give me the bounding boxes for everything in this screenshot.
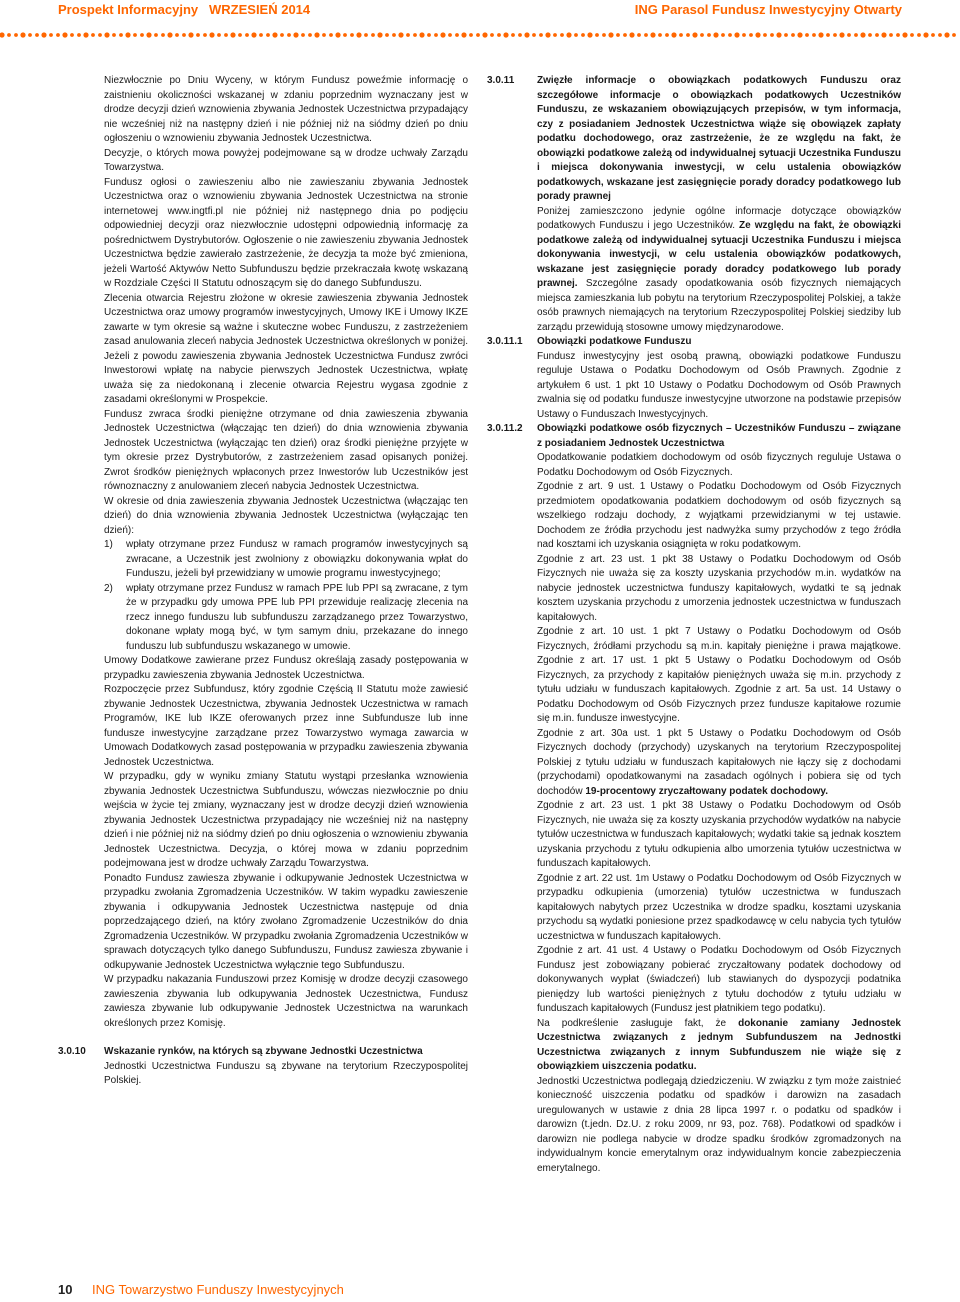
divider-dot [839, 32, 844, 37]
paragraph: Zlecenia otwarcia Rejestru złożone w okresie zawieszenia zbywania Jednostek Uczestnictwa oraz umowy programów inwestycyjnych, Umowy IKE i Umowy IKZE zawarte w tym okresie są ważne i skuteczne wobec Funduszu, z zastrzeżeniem zasad anulowania zleceń nabycia Jednostek Uczestnictwa określonych w poniżej. Jeżeli z powodu zawieszenia zbywania Jednostek Uczestnictwa Fundusz zwróci Inwestorowi wpłatę na nabycie pierwszych Jednostek Uczestnictwa, wpłatę uważa się za niedokonaną i zlecenie otwarcia Rejestru wygasa zgodnie z zasadami określonymi w Prospekcie. [104, 292, 468, 405]
divider-dot [923, 32, 928, 37]
divider-dot [62, 32, 67, 37]
divider-dot [7, 33, 11, 37]
divider-dot [0, 32, 5, 37]
divider-dot [385, 33, 389, 37]
divider-dot [20, 32, 25, 37]
divider-dot [482, 32, 487, 37]
paragraph: Decyzje, o których mowa powyżej podejmowane są w drodze uchwały Zarządu Towarzystwa. [104, 147, 468, 173]
paragraph: Niezwłocznie po Dniu Wyceny, w którym Fundusz poweźmie informację o zaistnieniu okoliczności wskazanej w zdaniu poprzednim wyznaczany jest w drodze decyzji dzień wznowienia zbywania Jednostek Uczestnictwa przypadający nie wcześniej niż na następny dzień i nie później niż na siódmy dzień po dniu ogłoszeniu o wznowieniu zbywania Jednostek Uczestnictwa. [104, 75, 468, 144]
paragraph: Ponadto Fundusz zawiesza zbywanie i odkupywanie Jednostek Uczestnictwa w przypadku zwołania Zgromadzenia Uczestników. W takim wypadku zawieszenie zbywania i odkupywania Jednostek Uczestnictwa następuje od dnia poprzedzającego dzień, na który zwołano Zgromadzenie Uczestników do dnia Zgromadzenia Uczestników. W przypadku zwołania Zgromadzenia Uczestników w sprawach dotyczących tylko danego Subfunduszu, Fundusz zawiesza zbywanie i odkupywanie Jednostek Uczestnictwa wyłącznie tego Subfunduszu. [104, 872, 468, 971]
section-3-0-10 [58, 1045, 468, 1089]
divider-dot [553, 33, 557, 37]
divider-dot [539, 33, 543, 37]
divider-dot [308, 33, 312, 37]
prospectus-date: WRZESIEŃ 2014 [209, 2, 311, 17]
paragraph: Fundusz zwraca środki pieniężne otrzymane od dnia zawieszenia zbywania Jednostek Uczestnictwa (włączając ten dzień) do dnia wznowienia zbywania Jednostek Uczestnictwa (wyłączając ten dzień) oraz środki pieniężne przyjęte w tym okresie przez Dystrybutorów, z zastrzeżeniem zasad opisanych poniżej. Zwrot środków pieniężnych wpłaconych przez Inwestorów lub Uczestników jest równoznaczny z anulowaniem zleceń nabycia Jednostek Uczestnictwa. [104, 408, 468, 492]
divider-dot [791, 33, 795, 37]
paragraph: W przypadku, gdy w wyniku zmiany Statutu wystąpi przesłanka wznowienia zbywania Jednostek Uczestnictwa Subfunduszu, wówczas niezwłocznie po dniu wejścia w życie tej zmiany, wyznaczany jest w drodze decyzji dzień wznowienia zbywania Jednostek Uczestnictwa przypadający nie wcześniej niż na następny dzień i nie później niż na siódmy dzień po dniu ogłoszenia o wznowieniu zbywania Jednostek Uczestnictwa. Decyzja, o której mowa w zdaniu poprzednim podejmowana jest w drodze uchwały Zarządu Towarzystwa. [104, 771, 468, 869]
divider-dot [314, 32, 319, 37]
text-run: Na podkreślenie zasługuje fakt, że [537, 1017, 739, 1029]
divider-dot [125, 32, 130, 37]
divider-dot [175, 33, 179, 37]
divider-dot [532, 33, 536, 37]
fund-name: ING Parasol Fundusz Inwestycyjny Otwarty [634, 2, 902, 17]
section-number: 3.0.11 [487, 75, 515, 86]
divider-dot [511, 33, 515, 37]
divider-dot [755, 32, 760, 37]
header-dot-divider [0, 28, 960, 42]
divider-dot [434, 33, 438, 37]
divider-dot [41, 32, 46, 37]
divider-dot [356, 32, 361, 37]
divider-dot [413, 33, 417, 37]
paragraph: W okresie od dnia zawieszenia zbywania Jednostek Uczestnictwa (włączając ten dzień) do dnia wznowienia zbywania Jednostek Uczestnictwa (wyłączając ten dzień): [104, 495, 468, 536]
divider-dot [251, 32, 256, 37]
divider-dot [91, 33, 95, 37]
divider-dot [860, 32, 865, 37]
divider-dot [196, 33, 200, 37]
bold-text: dokonanie zamiany Jednostek Uczestnictwa związanych z jednym Subfunduszem na Jednostki Uczestnictwa związanych z innym Subfunduszem nie wiąże się z obowiązkiem uiszczenia podatku. [537, 1017, 901, 1072]
paragraph [537, 727, 901, 800]
divider-dot [854, 33, 858, 37]
paragraph: Umowy Dodatkowe zawierane przez Fundusz określają zasady postępowania w przypadku zawieszenia zbywania Jednostek Uczestnictwa. [104, 655, 468, 681]
paragraph: Opodatkowanie podatkiem dochodowym od osób fizycznych reguluje Ustawa o Podatku Dochodowym od Osób Fizycznych. [537, 452, 901, 478]
bold-text: 19-procentowy zryczałtowany podatek dochodowy. [585, 785, 829, 797]
divider-dot [868, 33, 872, 37]
divider-dot [503, 32, 508, 37]
paragraph: Jednostki Uczestnictwa Funduszu są zbywane na terytorium Rzeczypospolitej Polskiej. [104, 1060, 468, 1086]
divider-dot [896, 33, 900, 37]
divider-dot [566, 32, 571, 37]
divider-dot [469, 33, 473, 37]
divider-dot [623, 33, 627, 37]
list-number: 1) [104, 539, 113, 550]
paragraph: Zgodnie z art. 22 ust. 1m Ustawy o Podatku Dochodowym od Osób Fizycznych w przypadku odkupienia (umorzenia) tytułów uczestnictwa w funduszach kapitałowych nabytych przez Uczestnika w drodze spadku, kosztami uzyskania przychodu są wydatki poniesione przez spadkodawcę w celu nabycia tych tytułów uczestnictwa w funduszach kapitałowych. [537, 872, 901, 942]
divider-dot [608, 32, 613, 37]
divider-dot [56, 33, 60, 37]
divider-dot [182, 33, 186, 37]
paragraph: Fundusz ogłosi o zawieszeniu albo nie zawieszaniu zbywania Jednostek Uczestnictwa oraz o wznowieniu zbywania Jednostek Uczestnictwa na stronie internetowej www.ingtfi.pl nie później niż następnego dnia po podjęciu odpowiedniej decyzji oraz niezwłocznie udostępni odpowiednią informację za pośrednictwem Dystrybutorów. Ogłoszenie o nie zawieszeniu zbywania Jednostek Uczestnictwa będzie zawierało zastrzeżenie, że decyzja ta może być zmieniona, jeżeli Wartość Aktywów Netto Subfunduszu będzie przekraczała kwotę wskazaną w Rozdziale Części II Statutu odnoszącym się do danego Subfunduszu. [104, 176, 468, 289]
divider-dot [371, 33, 375, 37]
divider-dot [629, 32, 634, 37]
divider-dot [637, 33, 641, 37]
divider-dot [335, 32, 340, 37]
text-run: Zgodnie z art. 30a ust. 1 pkt 5 Ustawy o Podatku Dochodowym od Osób Fizycznych dochody (przychody) uzyskanych na terytorium Rzeczypospolitej Polskiej z tytułu udziału w funduszach kapitałowych nie łączy się z dochodami (przychodami) opodatkowanymi na zasadach ogólnych i pobiera się od tych dochodów [537, 727, 901, 797]
paragraph: Zgodnie z art. 10 ust. 1 pkt 7 Ustawy o Podatku Dochodowym od Osób Fizycznych, źródłami przychodu są m.in. kapitały pieniężne i prawa majątkowe. Zgodnie z art. 17 ust. 1 pkt 5 Ustawy o Podatku Dochodowym od Osób Fizycznych, za przychody z kapitałów pieniężnych uważa się m.in. przychody z tytułu udziału w funduszach kapitałowych. Zgodnie z art. 5a ust. 14 Ustawy o Podatku Dochodowym od Osób Fizycznych przez fundusze kapitałowe rozumie się m.in. fundusze inwestycyjne. [537, 626, 901, 724]
divider-dot [545, 32, 550, 37]
section-3-0-11-2 [487, 422, 901, 1176]
section-number: 3.0.10 [58, 1046, 86, 1057]
divider-dot [497, 33, 501, 37]
divider-dot [146, 32, 151, 37]
divider-dot [77, 33, 81, 37]
paragraph: Zgodnie z art. 23 ust. 1 pkt 38 Ustawy o Podatku Dochodowym od Osób Fizycznych, nie uważa się za koszty uzyskania przychodów wydatków na nabycie tytułów uczestnictwa w funduszach kapitałowych; wydatki takie są jednak kosztem uzyskania przychodu z tytułu odkupienia albo umorzenia tytułów uczestnictwa w funduszach kapitałowych. [537, 800, 901, 869]
divider-dot [847, 33, 851, 37]
divider-dot [167, 32, 172, 37]
divider-dot [287, 33, 291, 37]
divider-dot [301, 33, 305, 37]
divider-dot [805, 33, 809, 37]
section-title: Wskazanie rynków, na których są zbywane Jednostki Uczestnictwa [104, 1046, 423, 1057]
divider-dot [230, 32, 235, 37]
paragraph: Zgodnie z art. 23 ust. 1 pkt 38 Ustawy o Podatku Dochodowym od Osób Fizycznych nie uważa się za koszty uzyskania przychodów m.in. wydatków na nabycie jednostek uczestnictwa funduszy kapitałowych, wydatki te są jednak kosztem uzyskania przychodu z umorzenia jednostek uczestnictwa w funduszach kapitałowych. [537, 553, 901, 623]
divider-dot [392, 33, 396, 37]
list-text: wpłaty otrzymane przez Fundusz w ramach programów inwestycyjnych są zwracane, a Uczestnik jest zwolniony z obowiązku dokonywania wpłat do Funduszu, jeżeli był przewidziany w umowie programu inwestycyjnego; [126, 539, 468, 579]
divider-dot [763, 33, 767, 37]
divider-dot [224, 33, 228, 37]
divider-dot [217, 33, 221, 37]
divider-dot [266, 33, 270, 37]
divider-dot [133, 33, 137, 37]
list-text: wpłaty otrzymane przez Fundusz w ramach PPE lub PPI są zwracane, z tym że w przypadku gdy umowa PPE lub PPI przewiduje realizację zlecenia na rzecz innego funduszu lub subfunduszu zarządzanego przez Towarzystwo, dokonane wpłaty mogą być, w tym samym dniu, przekazane do innego funduszu lub subfunduszu wskazanego w umowie. [126, 582, 468, 652]
paragraph [537, 1017, 901, 1075]
divider-dot [440, 32, 445, 37]
divider-dot [721, 33, 725, 37]
divider-dot [476, 33, 480, 37]
divider-dot [112, 33, 116, 37]
divider-dot [910, 33, 914, 37]
paragraph: Zgodnie z art. 9 ust. 1 Ustawy o Podatku Dochodowym od Osób Fizycznych przedmiotem opodatkowania podatkiem dochodowym od osób fizycznych są wszelkiego rodzaju dochody, z wyjątkami przewidzianymi w tej ustawie. Dochodem ze źródła przychodu jest nadwyżka sumy przychodów z tego źródła nad kosztami ich uzyskania osiągnięta w roku podatkowym. [537, 481, 901, 550]
divider-dot [70, 33, 74, 37]
divider-dot [881, 32, 886, 37]
divider-dot [902, 32, 907, 37]
divider-dot [209, 32, 214, 37]
divider-dot [770, 33, 774, 37]
divider-dot [671, 32, 676, 37]
divider-dot [742, 33, 746, 37]
divider-dot [797, 32, 802, 37]
divider-dot [812, 33, 816, 37]
section-title: Obowiązki podatkowe Funduszu [537, 336, 692, 347]
paragraph: Zgodnie z art. 41 ust. 4 Ustawy o Podatku Dochodowym od Osób Fizycznych Fundusz jest zobowiązany pobierać zryczałtowany podatek dochodowy od dokonywanych wypłat (świadczeń) lub stawianych do dyspozycji podatnika pieniędzy lub wartości pieniężnych z tytułu dochodów z tytułu udziału w funduszach kapitałowych (Fundusz jest płatnikiem tego podatku). [537, 945, 901, 1014]
divider-dot [581, 33, 585, 37]
divider-dot [818, 32, 823, 37]
right-column [487, 74, 901, 1176]
paragraph: W przypadku nakazania Funduszowi przez Komisję w drodze decyzji czasowego zawieszenia zbywania lub odkupywania Jednostek Uczestnictwa, Fundusz zawiesza zbywanie lub odkupywanie Jednostek Uczestnictwa na warunkach określonych przez Komisję. [104, 974, 468, 1029]
divider-dot [784, 33, 788, 37]
divider-dot [293, 32, 298, 37]
divider-dot [322, 33, 326, 37]
header-left [58, 2, 310, 17]
divider-dot [188, 32, 193, 37]
paragraph: Jednostki Uczestnictwa podlegają dziedziczeniu. W związku z tym może zaistnieć konieczność uiszczenia podatku od spadków i darowizn na zasadach uregulowanych w ustawie z dnia 28 lipca 1997 r. o podatku od spadków i darowizn (t.jedn. Dz.U. z roku 2009, nr 93, poz. 768). Podatkowi od spadków i darowizn nie podlega nabycie w drodze spadku środków zgromadzonych na indywidualnym koncie emerytalnym oraz indywidualnym koncie zabezpieczenia emerytalnego. [537, 1075, 901, 1174]
divider-dot [728, 33, 732, 37]
divider-dot [658, 33, 662, 37]
divider-dot [280, 33, 284, 37]
divider-dot [455, 33, 459, 37]
divider-dot [679, 33, 683, 37]
list-number: 2) [104, 582, 113, 594]
divider-dot [707, 33, 711, 37]
divider-dot [35, 33, 39, 37]
text-run: Szczególne zasady opodatkowania osób fizycznych niemających miejsca zamieszkania lub pobytu na terytorium Rzeczypospolitej Polskiej, a także osób prawnych niemających na terytorium Rzeczypospolitej Polskiej siedziby lub zarządu przewidują stosowne umowy międzynarodowe. [537, 278, 901, 333]
divider-dot [889, 33, 893, 37]
divider-dot [272, 32, 277, 37]
divider-dot [259, 33, 263, 37]
divider-dot [917, 33, 921, 37]
divider-dot [238, 33, 242, 37]
divider-dot [448, 33, 452, 37]
divider-dot [713, 32, 718, 37]
divider-dot [28, 33, 32, 37]
divider-dot [104, 32, 109, 37]
divider-dot [644, 33, 648, 37]
divider-dot [616, 33, 620, 37]
divider-dot [700, 33, 704, 37]
text-run: Poniżej zamieszczono jedynie ogólne informacje dotyczące obowiązków podatkowych Funduszu i jego Uczestników. [537, 205, 901, 231]
divider-dot [944, 32, 949, 37]
divider-dot [734, 32, 739, 37]
divider-dot [364, 33, 368, 37]
list-item [104, 538, 468, 582]
divider-dot [406, 33, 410, 37]
divider-dot [560, 33, 564, 37]
divider-dot [140, 33, 144, 37]
divider-dot [595, 33, 599, 37]
divider-dot [350, 33, 354, 37]
divider-dot [377, 32, 382, 37]
divider-dot [650, 32, 655, 37]
section-number: 3.0.11.1 [487, 336, 523, 347]
divider-dot [98, 33, 102, 37]
divider-dot [427, 33, 431, 37]
divider-dot [461, 32, 466, 37]
divider-dot [490, 33, 494, 37]
divider-dot [692, 32, 697, 37]
divider-dot [574, 33, 578, 37]
list-item [104, 582, 468, 655]
divider-dot [154, 33, 158, 37]
paragraph [537, 205, 901, 336]
divider-dot [83, 32, 88, 37]
section-3-0-11-1 [487, 335, 901, 422]
footer-company: ING Towarzystwo Funduszy Inwestycyjnych [92, 1282, 344, 1297]
divider-dot [245, 33, 249, 37]
divider-dot [14, 33, 18, 37]
page-number: 10 [58, 1282, 73, 1297]
divider-dot [686, 33, 690, 37]
divider-dot [931, 33, 935, 37]
divider-dot [524, 32, 529, 37]
divider-dot [203, 33, 207, 37]
divider-dot [119, 33, 123, 37]
paragraph: Rozpoczęcie przez Subfundusz, który zgodnie Częścią II Statutu może zawiesić zbywanie Jednostek Uczestnictwa, zbywania Jednostek Uczestnictwa w ramach Programów, IKE lub IKZE oferowanych przez inne Subfundusze lub inne fundusze inwestycyjne zarządzane przez Towarzystwo wymaga zawarcia w Umowach Dodatkowych zasad postępowania w przypadku zawieszenia zbywania Jednostek Uczestnictwa. [104, 684, 468, 768]
divider-dot [398, 32, 403, 37]
divider-dot [665, 33, 669, 37]
divider-dot [749, 33, 753, 37]
bold-text: Ze względu na fakt, że obowiązki podatkowe zależą od indywidualnej sytuacji Uczestnika Funduszu i miejsca dokonywania inwestycji, w celu ustalenia obowiązków podatkowych, wskazane jest zasięgnięcie porady doradcy podatkowego lub porady prawnej. [537, 220, 901, 289]
divider-dot [875, 33, 879, 37]
divider-dot [938, 33, 942, 37]
prospectus-title: Prospekt Informacyjny [58, 2, 199, 17]
divider-dot [833, 33, 837, 37]
divider-dot [49, 33, 53, 37]
divider-dot [952, 33, 956, 37]
section-3-0-11 [487, 74, 901, 335]
divider-dot [518, 33, 522, 37]
left-column [58, 74, 468, 1089]
divider-dot [419, 32, 424, 37]
divider-dot [602, 33, 606, 37]
divider-dot [161, 33, 165, 37]
divider-dot [826, 33, 830, 37]
section-title: Obowiązki podatkowe osób fizycznych – Uczestników Funduszu – związane z posiadaniem Jednostek Uczestnictwa [537, 423, 901, 449]
divider-dot [587, 32, 592, 37]
section-number: 3.0.11.2 [487, 423, 523, 434]
paragraph: Fundusz inwestycyjny jest osobą prawną, obowiązki podatkowe Funduszu reguluje Ustawa o Podatku Dochodowym od Osób Prawnych. Zgodnie z artykułem 6 ust. 1 pkt 10 Ustawy o Podatku Dochodowym od Osób Prawnych zwalnia się od podatku fundusze inwestycyjne utworzone na podstawie przepisów Ustawy o Funduszach Inwestycyjnych. [537, 350, 901, 420]
divider-dot [329, 33, 333, 37]
divider-dot [343, 33, 347, 37]
divider-dot [776, 32, 781, 37]
section-title: Zwięzłe informacje o obowiązkach podatkowych Funduszu oraz szczegółowe informacje o obowiązkach podatkowych Uczestników Funduszu, ze wskazaniem obowiązujących przepisów, w tym informacja, czy z posiadaniem Jednostek Uczestnictwa wiąże się obowiązek zapłaty podatku dochodowego, oraz zastrzeżenie, że ze względu na fakt, że obowiązki podatkowe zależą od indywidualnej sytuacji Uczestnika Funduszu i miejsca dokonywania inwestycji, w celu ustalenia obowiązków podatkowych, wskazane jest zasięgnięcie porady doradcy podatkowego lub porady prawnej [537, 75, 901, 202]
